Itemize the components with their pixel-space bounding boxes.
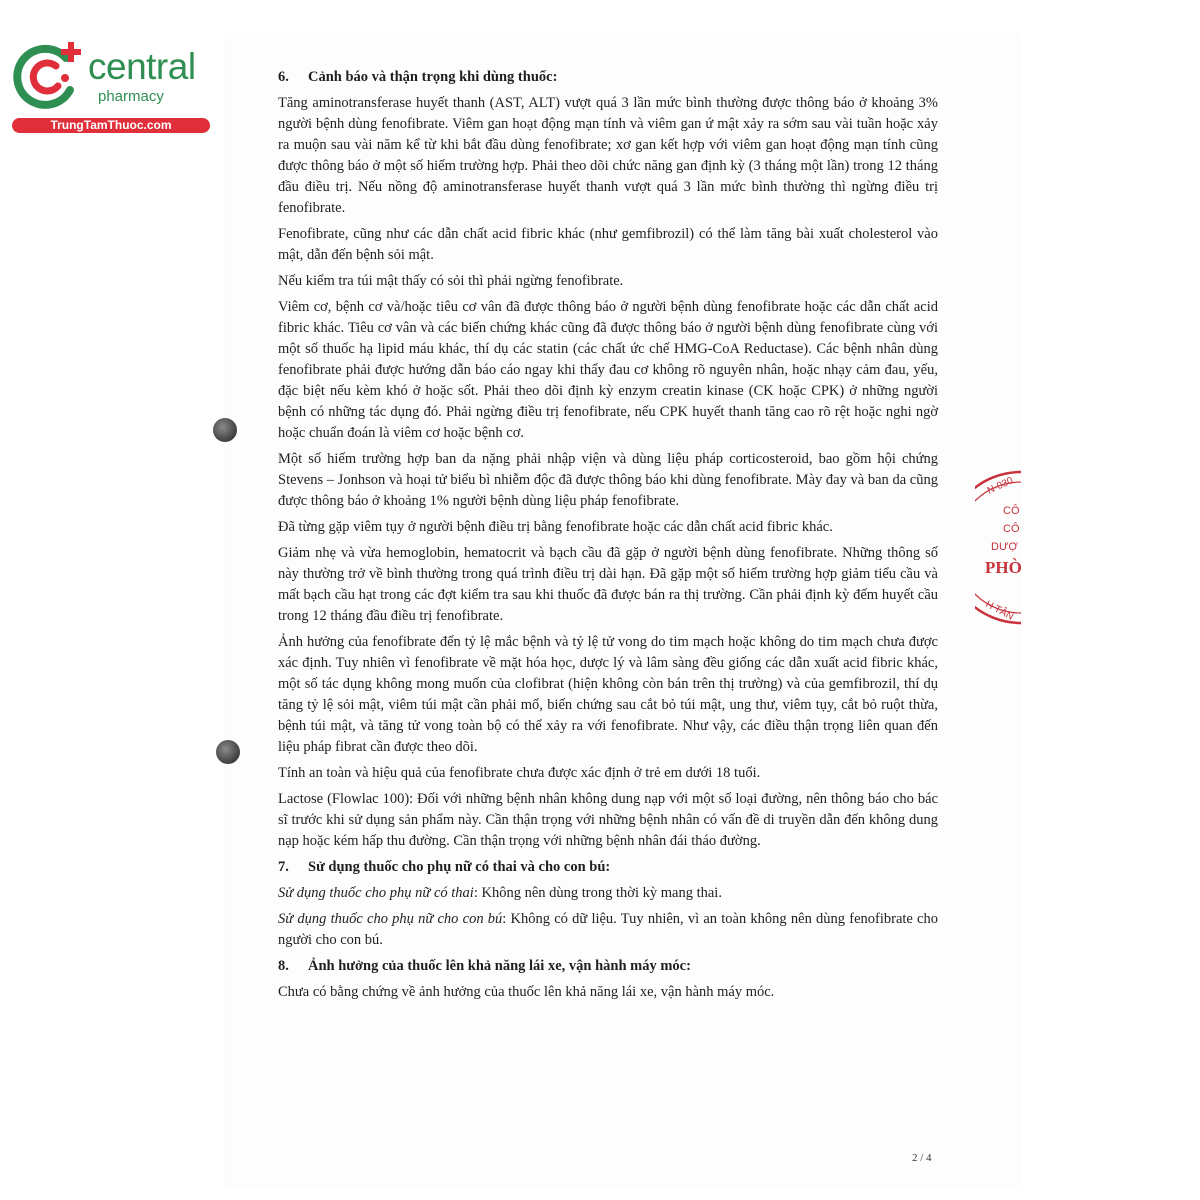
section-7-title: Sử dụng thuốc cho phụ nữ có thai và cho con bú: <box>308 859 611 875</box>
stamp-line-1: N·030 <box>985 475 1015 497</box>
section-8-number: 8. <box>278 958 289 974</box>
lactation-text: : Không có dữ liệu. Tuy nhiên, vì an toàn không nên dùng fenofibrate cho người cho con bú. <box>278 911 938 948</box>
pregnancy-text: : Không nên dùng trong thời kỳ mang thai. <box>473 885 722 901</box>
stamp-line-5: PHÒ <box>985 558 1022 577</box>
logo-subtitle: pharmacy <box>98 88 164 105</box>
central-pharmacy-logo[interactable] <box>10 38 215 138</box>
stamp-line-4: DƯỢ <box>991 541 1018 553</box>
stamp-line-6: H TÂN <box>983 598 1016 623</box>
section-6-number: 6. <box>278 69 289 85</box>
section-6-paragraph: Viêm cơ, bệnh cơ và/hoặc tiêu cơ vân đã được thông báo ở người bệnh dùng fenofibrate hoặc các dẫn chất acid fibric khác. Tiêu cơ vân và các biến chứng khác cũng đã được thông báo ở người bệnh dùng fenofibrate cùng với một số thuốc hạ lipid máu khác, thí dụ các statin (các chất ức chế HMG-CoA Reductase). Các bệnh nhân dùng fenofibrate phải được hướng dẫn báo cáo ngay khi thấy đau cơ không rõ nguyên nhân, hoặc nhạy cảm đau, yếu, đặc biệt nếu kèm khó ở hoặc sốt. Phải theo dõi định kỳ enzym creatin kinase (CK hoặc CPK) ở những người bệnh có những tác dụng đó. Phải ngừng điều trị fenofibrate, nếu CPK huyết thanh tăng cao rõ rệt hoặc nghi ngờ hoặc chuẩn đoán là viêm cơ hoặc bệnh cơ. <box>278 299 938 441</box>
section-6-paragraph: Một số hiếm trường hợp ban da nặng phải nhập viện và dùng liệu pháp corticosteroid, bao gồm hội chứng Stevens – Jonhson và hoại tử biểu bì nhiễm độc đã được thông báo khi dùng fenofibrate. Mày đay và ban da cũng được thông báo ở khoảng 1% người bệnh dùng liệu pháp fenofibrate. <box>278 451 938 509</box>
section-6-heading <box>278 67 938 88</box>
punch-hole-bottom <box>216 740 240 764</box>
section-8-paragraph: Chưa có bằng chứng về ảnh hưởng của thuốc lên khả năng lái xe, vận hành máy móc. <box>278 984 775 1000</box>
company-stamp <box>975 470 1023 625</box>
section-6-title: Cảnh báo và thận trọng khi dùng thuốc: <box>308 69 558 85</box>
logo-website[interactable]: TrungTamThuoc.com <box>12 118 210 133</box>
central-logo-icon <box>10 38 88 116</box>
section-6-paragraph: Tăng aminotransferase huyết thanh (AST, ALT) vượt quá 3 lần mức bình thường được thông báo ở khoảng 3% người bệnh dùng fenofibrate. Viêm gan hoạt động mạn tính và viêm gan ứ mật xảy ra sớm sau vài tuần hoặc xảy ra muộn sau vài năm kể từ khi bắt đầu dùng fenofibrate; xơ gan kết hợp với viêm gan hoạt động mạn tính cũng được thông báo ở một số hiếm trường hợp. Phải theo dõi chức năng gan định kỳ (3 tháng một lần) trong 12 tháng đầu điều trị. Nếu nồng độ aminotransferase huyết thanh vượt quá 3 lần mức bình thường thì ngừng điều trị fenofibrate. <box>278 95 938 216</box>
section-7-number: 7. <box>278 859 289 875</box>
section-6-paragraph: Tính an toàn và hiệu quả của fenofibrate chưa được xác định ở trẻ em dưới 18 tuổi. <box>278 765 761 781</box>
stamp-line-2: CÔ <box>1003 505 1020 517</box>
section-6-paragraph: Ảnh hưởng của fenofibrate đến tỷ lệ mắc bệnh và tỷ lệ tử vong do tim mạch hoặc không do tim mạch chưa được xác định. Tuy nhiên vì fenofibrate về mặt hóa học, dược lý và lâm sàng đều giống các dẫn xuất acid fibric khác, một số tác dụng không mong muốn của clofibrat (hiện không còn bán trên thị trường) và của gemfibrozil, thí dụ tăng tỷ lệ sỏi mật, viêm túi mật cần phải mổ, biến chứng sau cắt bỏ túi mật, ung thư, viêm tụy, cắt bỏ ruột thừa, bệnh túi mật, và tăng tử vong toàn bộ có thể xảy ra với fenofibrate. Như vậy, các điều thận trọng liên quan đến liệu pháp fibrat cần được theo dõi. <box>278 634 938 755</box>
section-6-paragraph: Nếu kiểm tra túi mật thấy có sỏi thì phải ngừng fenofibrate. <box>278 273 624 289</box>
section-8-heading <box>278 956 938 977</box>
section-6-paragraph: Đã từng gặp viêm tụy ở người bệnh điều trị bằng fenofibrate hoặc các dẫn chất acid fibric khác. <box>278 519 833 535</box>
section-6-paragraph: Lactose (Flowlac 100): Đối với những bệnh nhân không dung nạp với một số loại đường, nên thông báo cho bác sĩ trước khi sử dụng sản phẩm này. Cần thận trọng với những bệnh nhân có vấn đề di truyền dẫn đến không dung nạp hoặc kém hấp thu đường. Cần thận trọng với những bệnh nhân đái tháo đường. <box>278 791 938 849</box>
section-6-paragraph: Giảm nhẹ và vừa hemoglobin, hematocrit và bạch cầu đã gặp ở người bệnh dùng fenofibrate. Những thông số này thường trở về bình thường trong quá trình điều trị dài hạn. Đã gặp một số hiếm trường hợp giảm tiểu cầu và mất bạch cầu hạt trong các đợt kiểm tra sau khi thuốc đã được bán ra thị trường. Cần phải định kỳ đếm huyết cầu trong 12 tháng đầu điều trị fenofibrate. <box>278 545 938 624</box>
stamp-line-3: CÔ <box>1003 523 1020 535</box>
section-6-paragraph: Fenofibrate, cũng như các dẫn chất acid fibric khác (như gemfibrozil) có thể làm tăng bài xuất cholesterol vào mật, dẫn đến bệnh sỏi mật. <box>278 226 938 263</box>
lactation-paragraph <box>278 909 938 951</box>
section-8-title: Ảnh hưởng của thuốc lên khả năng lái xe, vận hành máy móc: <box>308 958 691 974</box>
logo-name: central <box>88 46 196 87</box>
document-content <box>278 67 938 1008</box>
page-number: 2 / 4 <box>912 1152 932 1164</box>
punch-hole-top <box>213 418 237 442</box>
pregnancy-paragraph <box>278 883 938 904</box>
pregnancy-label: Sử dụng thuốc cho phụ nữ có thai <box>278 885 474 901</box>
lactation-label: Sử dụng thuốc cho phụ nữ cho con bú <box>278 911 503 927</box>
section-7-heading <box>278 857 938 878</box>
